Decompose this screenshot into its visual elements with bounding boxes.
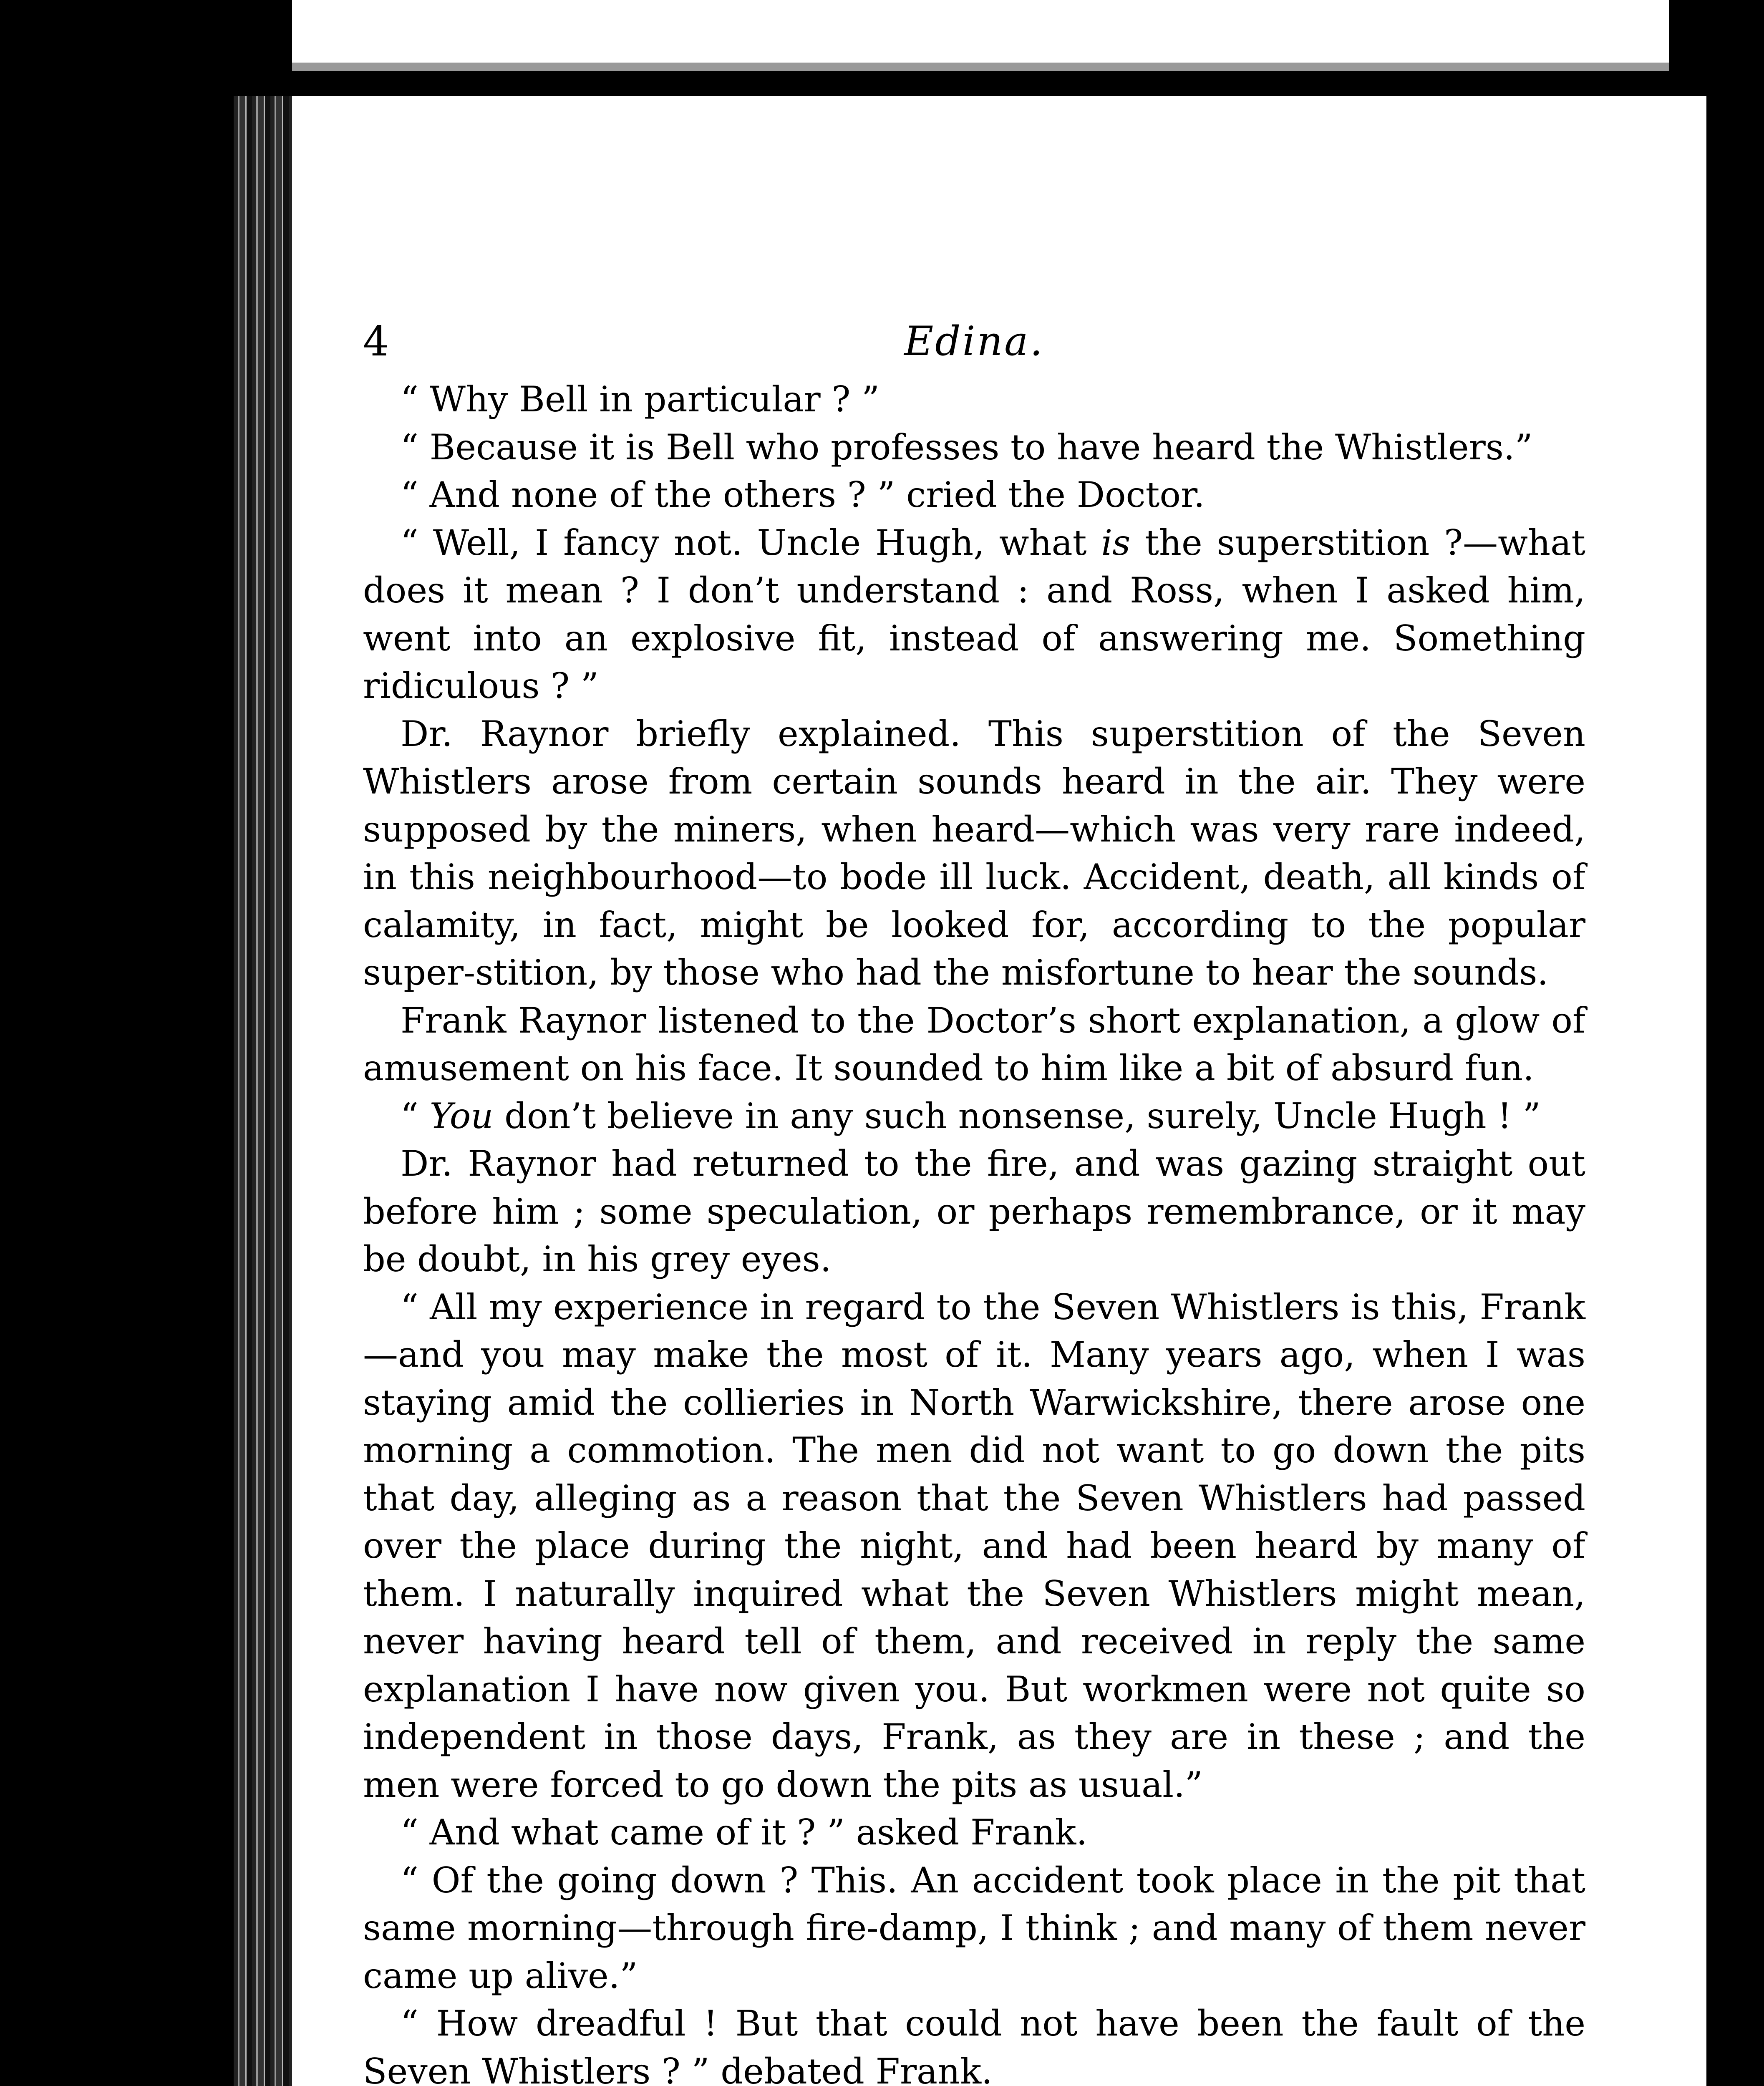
- paragraph: [363, 710, 1585, 997]
- paragraph-text: don’t believe in any such nonsense, surely, Uncle Hugh ! ”: [493, 1095, 1541, 1136]
- previous-page-edge: [292, 0, 1669, 63]
- paragraph-text: Frank Raynor listened to the Doctor’s short explanation, a glow of amusement on his face. It sounded to him like a bit of absurd fun.: [363, 1000, 1585, 1088]
- paragraph-text: “: [401, 1095, 430, 1136]
- paragraph-text: “ Of the going down ? This. An accident took place in the pit that same morning—through fire-damp, I think ; and many of them never came up alive.”: [363, 1859, 1585, 1996]
- paragraph: [363, 1092, 1585, 1140]
- italic-text: is: [1101, 522, 1131, 563]
- paragraph: [363, 1809, 1585, 1857]
- paragraph-text: the superstition ?—what does it mean ? I don’t understand : and Ross, when I asked him, went into an explosive fit, instead of answering me. Something ridiculous ? ”: [363, 522, 1585, 706]
- book-gutter: [234, 96, 296, 2086]
- paragraph: [363, 471, 1585, 519]
- paragraph: [363, 997, 1585, 1092]
- running-title: Edina.: [904, 318, 1044, 365]
- paragraph-text: “ Why Bell in particular ? ”: [401, 379, 880, 420]
- paragraph: [363, 1283, 1585, 1809]
- page-number: 4: [363, 318, 389, 365]
- paragraph: [363, 1857, 1585, 2000]
- paragraph-text: “ Well, I fancy not. Uncle Hugh, what: [401, 522, 1101, 563]
- previous-page-edge-line: [292, 63, 1669, 71]
- page-header: [363, 318, 1585, 371]
- paragraph-text: “ Because it is Bell who professes to have heard the Whistlers.”: [401, 426, 1533, 468]
- paragraph: [363, 1140, 1585, 1283]
- paragraph-text: “ And none of the others ? ” cried the Doctor.: [401, 474, 1205, 515]
- paragraph-text: “ All my experience in regard to the Seven Whistlers is this, Frank—and you may make the most of it. Many years ago, when I was staying amid the collieries in North Warwickshire, there arose one morning a commotion. The men did not want to go down the pits that day, alleging as a reason that the Seven Whistlers had passed over the place during the night, and had been heard by many of them. I naturally inquired what the Seven Whistlers might mean, never having heard tell of them, and received in reply the same explanation I have now given you. But workmen were not quite so independent in those days, Frank, as they are in these ; and the men were forced to go down the pits as usual.”: [363, 1286, 1585, 1805]
- body-text: [363, 375, 1585, 2086]
- paragraph-text: Dr. Raynor briefly explained. This superstition of the Seven Whistlers arose from certain sounds heard in the air. They were supposed by the miners, when heard—which was very rare indeed, in this neighbourhood—to bode ill luck. Accident, death, all kinds of calamity, in fact, might be looked for, according to the popular super-stition, by those who had the misfortune to hear the sounds.: [363, 713, 1585, 993]
- paragraph: [363, 423, 1585, 471]
- paragraph-text: “ How dreadful ! But that could not have been the fault of the Seven Whistlers ? ” debated Frank.: [363, 2003, 1585, 2086]
- paragraph: [363, 519, 1585, 710]
- paragraph-text: “ And what came of it ? ” asked Frank.: [401, 1812, 1088, 1853]
- paragraph: [363, 2000, 1585, 2086]
- paragraph: [363, 375, 1585, 423]
- paragraph-text: Dr. Raynor had returned to the fire, and was gazing straight out before him ; some speculation, or perhaps remembrance, or it may be doubt, in his grey eyes.: [363, 1143, 1585, 1280]
- italic-text: You: [429, 1095, 494, 1136]
